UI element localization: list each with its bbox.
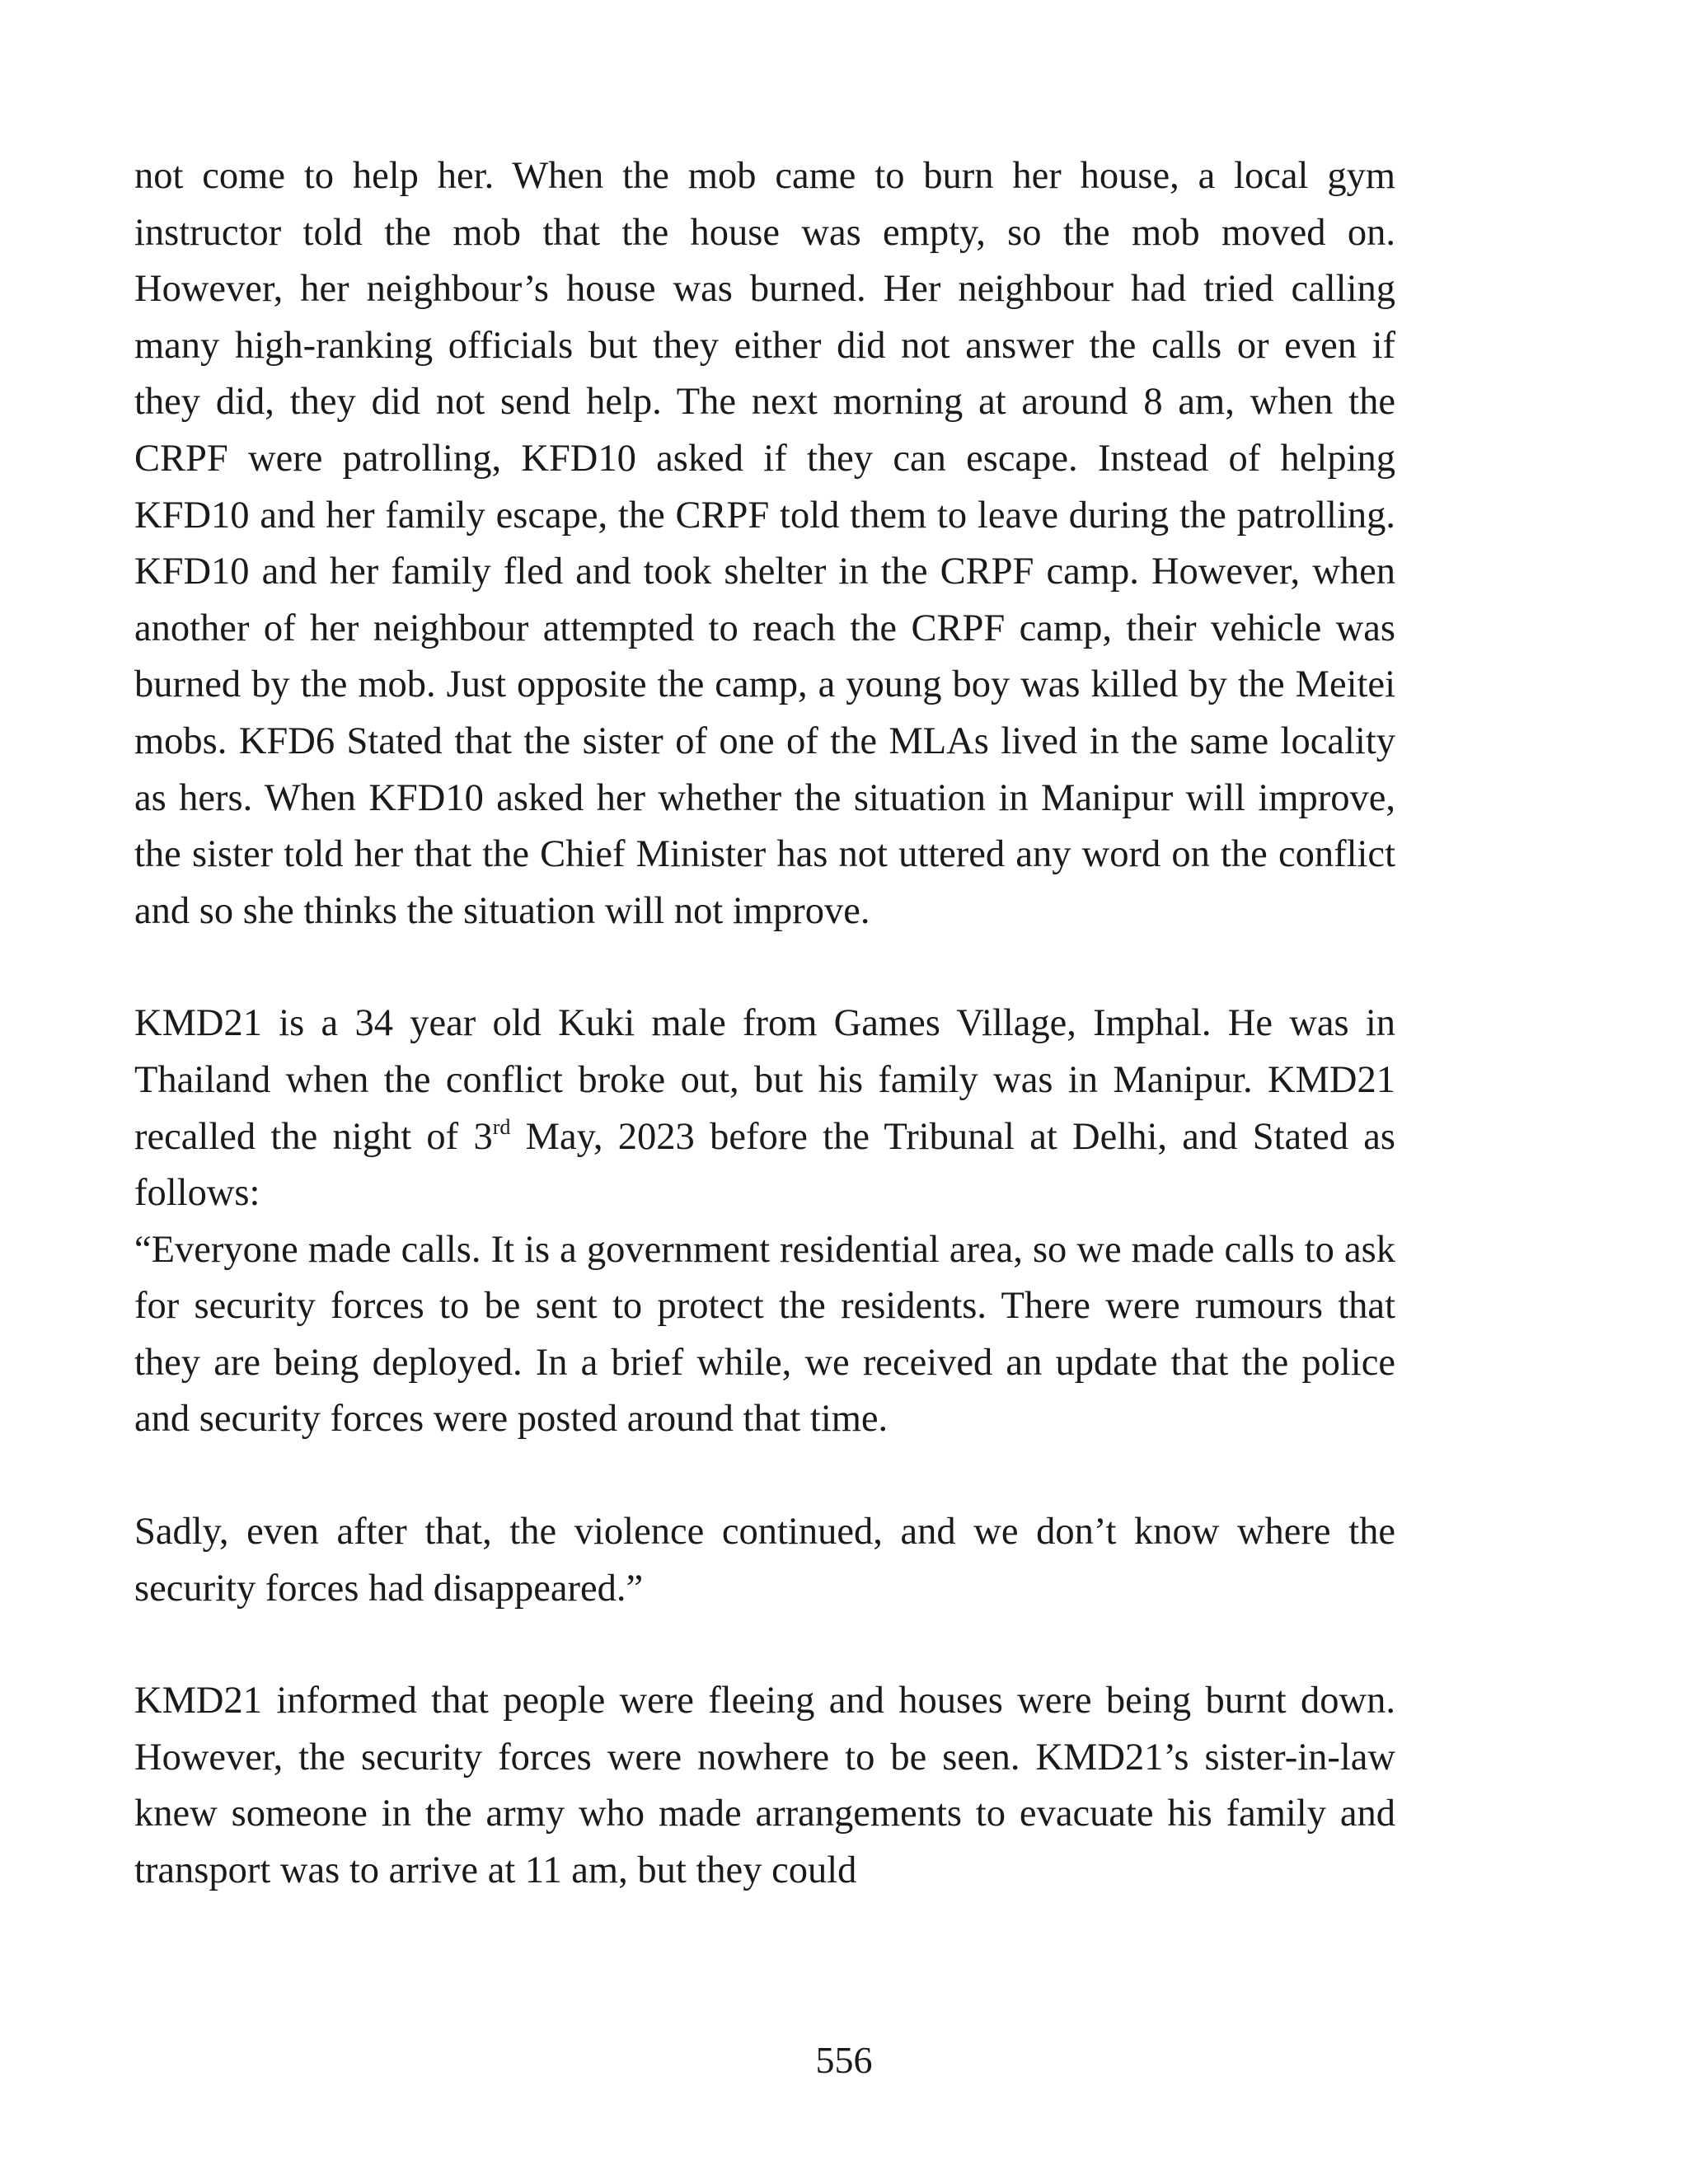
paragraph-kmd21-evacuation: KMD21 informed that people were fleeing and houses were being burnt down. However, the security forces were nowhere to be seen. KMD21’s sister-in-law knew someone in the army who made arrangements to evacuate his family and transport was to arrive at 11 am, but they could [134, 1680, 1395, 1892]
paragraph-testimony-quote-end: Sadly, even after that, the violence continued, and we don’t know where the security forces had disappeared.” [134, 1511, 1395, 1610]
paragraph-gap [134, 1617, 1395, 1673]
paragraph-gap [134, 940, 1395, 996]
paragraph-testimony-quote: “Everyone made calls. It is a government residential area, so we made calls to ask for security forces to be sent to protect the residents. There were rumours that they are being deployed. In a brief while, we received an update that the police and security forces were posted around that time. [134, 1228, 1395, 1441]
paragraph-gap [134, 1448, 1395, 1504]
page-number: 556 [815, 2039, 873, 2081]
paragraph-kfd10-account: not come to help her. When the mob came to burn her house, a local gym instructor told the mob that the house was empty, so the mob moved on. However, her neighbour’s house was burned. Her neighbour had tried calling many high-ranking officials but they either did not answer the calls or even if they did, they did not send help. The next morning at around 8 am, when the CRPF were patrolling, KFD10 asked if they can escape. Instead of helping KFD10 and her family escape, the CRPF told them to leave during the patrolling. KFD10 and her family fled and took shelter in the CRPF camp. However, when another of her neighbour attempted to reach the CRPF camp, their vehicle was burned by the mob. Just opposite the camp, a young boy was killed by the Meitei mobs. KFD6 Stated that the sister of one of the MLAs lived in the same locality as hers. When KFD10 asked her whether the situation in Manipur will improve, the sister told her that the Chief Minister has not uttered any word on the conflict and so she thinks the situation will not improve. [134, 155, 1395, 932]
ordinal-suffix: rd [492, 1114, 511, 1139]
page-body [134, 148, 1395, 1900]
paragraph-kmd21-intro-text: KMD21 is a 34 year old Kuki male from Games Village, Imphal. He was in Thailand when the conflict broke out, but his family was in Manipur. KMD21 recalled the night of 3 [134, 1002, 1395, 1158]
paragraph-kmd21-intro [134, 996, 1395, 1221]
paragraph-kmd21-intro-text-cont: May, 2023 before the Tribunal at Delhi, and Stated as follows: [134, 1115, 1395, 1215]
